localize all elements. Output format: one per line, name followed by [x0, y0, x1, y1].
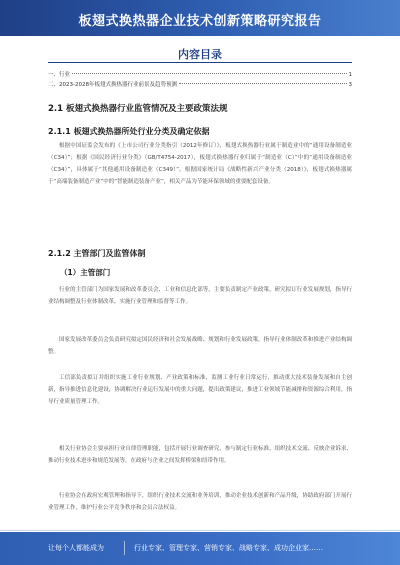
toc-item[interactable] — [48, 80, 352, 90]
body-paragraph: 根据中国证监会发布的《上市公司行业分类指引（2012年修订）》，板翅式换热器行业属于制造业中的“通用设备制造业（C34）”；根据《国民经济行业分类》（GB/T4754-2017），板翅式换热器行业归属于“制造业（C）”中的“通用设备制造业（C34）”，具体属于“其他通用设备制造业（C349）”。根据国家统计局《战略性新兴产业分类（2018）》，板翅式换热器属于“高端装备制造产业”中的“智能制造装备产业”，相关产品为节能环保领域的重要配套设备。 — [48, 143, 352, 185]
toc-leader-dots — [72, 73, 346, 74]
subsubsection-heading-authority: （1）主管部门 — [60, 268, 111, 277]
toc-divider — [48, 62, 352, 63]
toc-item-page: 1 — [348, 72, 352, 78]
footer-banner — [0, 532, 400, 565]
toc-leader-dots — [179, 83, 347, 84]
toc-item-page: 3 — [348, 82, 352, 88]
header-banner — [0, 0, 400, 36]
toc-item-label[interactable]: 二、2023-2028年板翅式换热器行业前景及趋势预测 — [48, 82, 177, 88]
table-of-contents — [48, 70, 352, 90]
section-heading: 2.1 板翅式换热器行业监管情况及主要政策法规 — [48, 104, 228, 114]
body-paragraph: 行业的主管部门为国家发展和改革委员会、工业和信息化部等，主要负责制定产业政策，研究拟订行业发展规划，指导行业结构调整及行业体制改革，实施行业管理和监督等工作。 — [48, 287, 352, 305]
report-title: 板翅式换热器企业技术创新策略研究报告 — [78, 14, 322, 29]
toc-title: 内容目录 — [178, 48, 222, 61]
toc-item-label[interactable]: 一、行业 — [48, 72, 71, 78]
body-paragraph: 行业协会在政府宏观管理和指导下，组织行业技术交流和业务培训，推动企业技术创新和产品升级，协助政府部门开展行业管理工作，维护行业公平竞争秩序和会员合法权益。 — [48, 493, 352, 511]
subsection-heading-classification: 2.1.1 板翅式换热器所处行业分类及确定依据 — [48, 127, 210, 136]
body-paragraph: 相关行业协会主要承担行业自律管理职能，包括开展行业调查研究、参与制定行业标准、组织技术交流、反映企业诉求、推动行业技术进步和规范发展等，在政府与企业之间发挥桥梁和纽带作用。 — [48, 446, 352, 464]
toc-item[interactable] — [48, 70, 352, 80]
subsection-heading-regulation: 2.1.2 主管部门及监管体制 — [48, 249, 146, 258]
footer-divider — [0, 530, 400, 531]
footer-slogan-right: 行业专家、管理专家、营销专家、战略专家、成功企业家…… — [134, 544, 323, 552]
footer-slogan-left: 让每个人都能成为 — [48, 544, 104, 552]
body-paragraph: 国家发展改革委员会负责研究拟定国民经济和社会发展战略、规划和行业发展政策，指导行业体制改革和推进产业结构调整。 — [48, 337, 352, 355]
body-paragraph: 工信部负责拟订并组织实施工业行业规划、产业政策和标准，监测工业行业日常运行，推动重大技术装备发展和自主创新，指导推进信息化建设，协调解决行业运行发展中的重大问题，提出政策建议，推进工业领域节能减排和资源综合利用，指导行业质量管理工作。 — [48, 375, 352, 405]
footer-separator — [124, 541, 125, 555]
